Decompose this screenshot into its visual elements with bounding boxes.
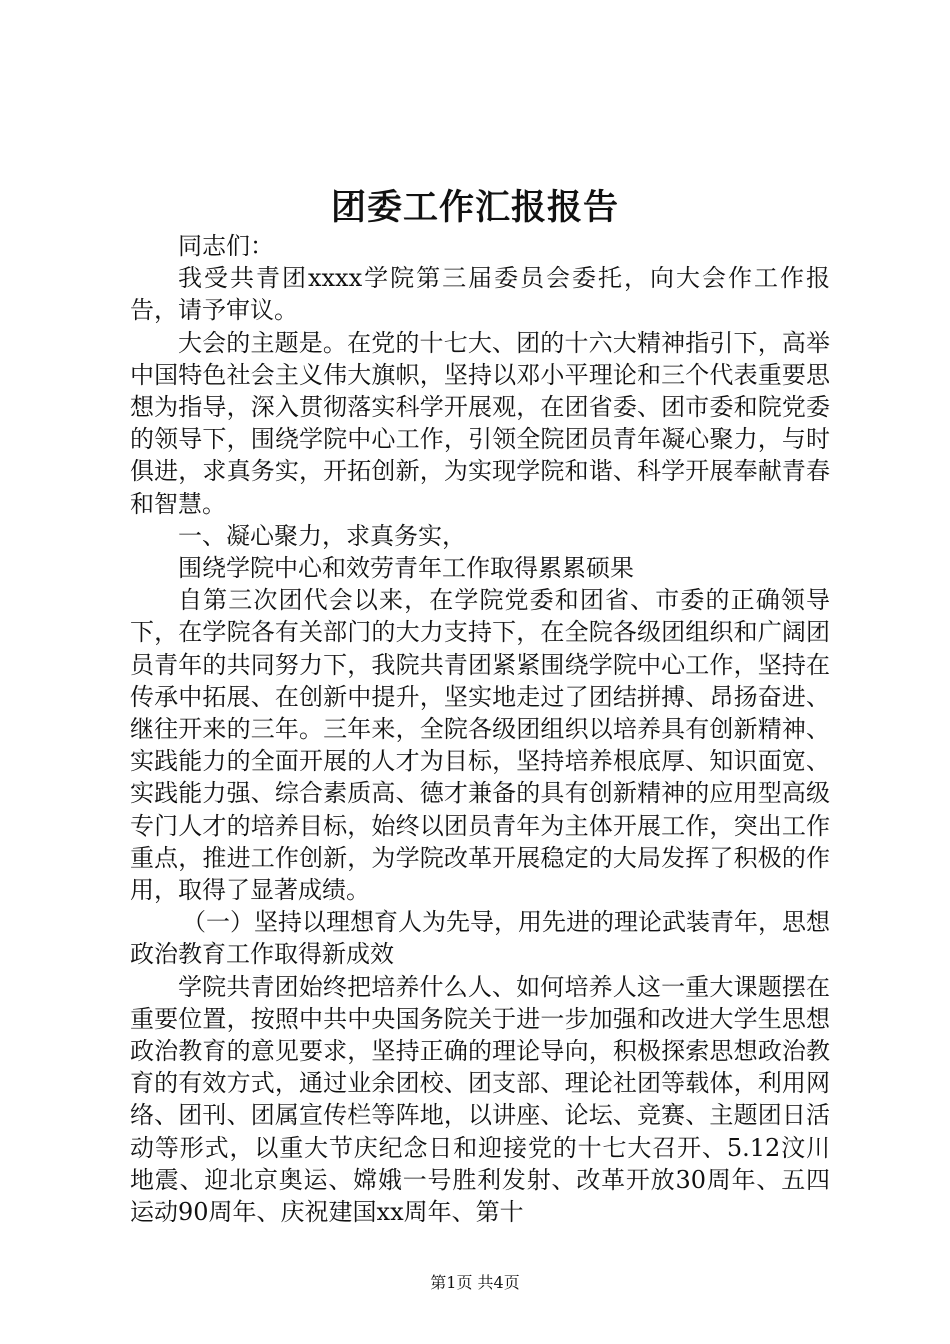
salutation: 同志们： <box>178 232 274 260</box>
page-footer: 第1页 共4页 <box>430 1273 520 1292</box>
document-title: 团委工作汇报报告 <box>330 187 619 228</box>
subsection-heading-1: （一）坚持以理想育人为先导，用先进的理论武装青年，思想政治教育工作取得新成效 <box>130 908 830 969</box>
section-heading-1: 一、凝心聚力，求真务实， <box>178 521 466 550</box>
paragraph-ideology: 学院共青团始终把培养什么人、如何培养人这一重大课题摆在重要位置，按照中共中央国务院关于进一步加强和改进大学生思想政治教育的意见要求，坚持正确的理论导向，积极探索思想政治教育的有效方式，通过业余团校、团支部、理论社团等载体，利用网络、团刊、团属宣传栏等阵地，以讲座、论坛、竞赛、主题团日活动等形式，以重大节庆纪念日和迎接党的十七大召开、5.12汶川地震、迎北京奥运、嫦娥一号胜利发射、改革开放30周年、五四运动90周年、庆祝建国xx周年、第十 <box>130 972 830 1227</box>
paragraph-review: 自第三次团代会以来，在学院党委和团省、市委的正确领导下，在学院各有关部门的大力支持下，在全院各级团组织和广阔团员青年的共同努力下，我院共青团紧紧围绕学院中心工作，坚持在传承中拓展、在创新中提升，坚实地走过了团结拼搏、昂扬奋进、继往开来的三年。三年来，全院各级团组织以培养具有创新精神、实践能力的全面开展的人才为目标，坚持培养根底厚、知识面宽、实践能力强、综合素质高、德才兼备的具有创新精神的应用型高级专门人才的培养目标，始终以团员青年为主体开展工作，突出工作重点，推进工作创新，为学院改革开展稳定的大局发挥了积极的作用，取得了显著成绩。 <box>130 586 830 905</box>
paragraph-intro: 我受共青团xxxx学院第三届委员会委托，向大会作工作报告，请予审议。 <box>130 264 830 325</box>
document-body <box>130 230 830 1228</box>
paragraph-theme: 大会的主题是。在党的十七大、团的十六大精神指引下，高举中国特色社会主义伟大旗帜，坚持以邓小平理论和三个代表重要思想为指导，深入贯彻落实科学开展观，在团省委、团市委和院党委的领导下，围绕学院中心工作，引领全院团员青年凝心聚力，与时俱进，求真务实，开拓创新，为实现学院和谐、科学开展奉献青春和智慧。 <box>130 328 830 518</box>
section-heading-1-sub: 围绕学院中心和效劳青年工作取得累累硕果 <box>178 554 634 583</box>
